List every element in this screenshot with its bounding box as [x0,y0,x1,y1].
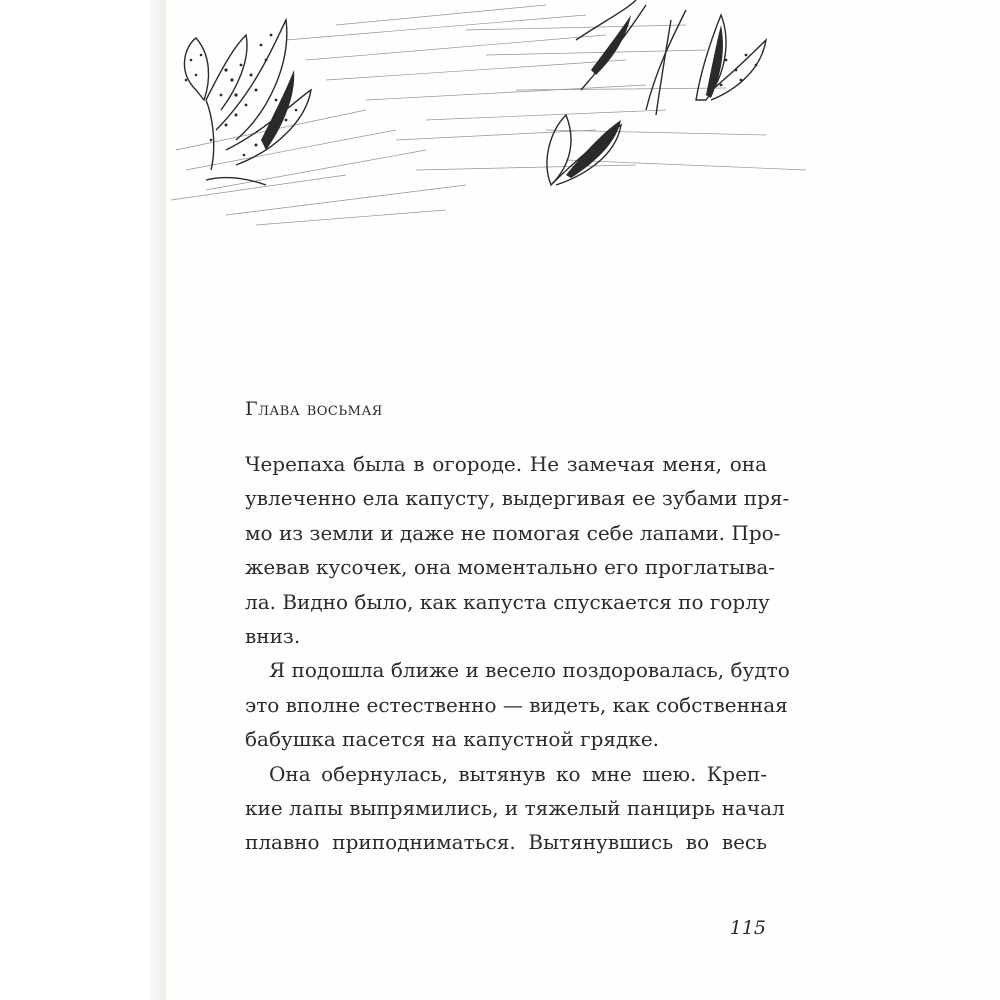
text-line: Черепаха была в огороде. Не замечая меня, она [245,452,767,476]
paragraph [245,447,790,653]
text-line: плавно приподниматься. Вытянувшись во весь [245,830,767,855]
text-line: Она обернулась, вытянув ко мне шею. Креп- [269,761,767,786]
chapter-body-text [245,447,790,860]
text-line: бабушка пасется на капустной грядке. [245,727,660,752]
text-line: ла. Видно было, как капуста спускается по горлу [245,589,770,614]
text-line: кие лапы выпрямились, и тяжелый панцирь начал [245,796,785,821]
text-line: это вполне естественно — видеть, как собственная [245,692,788,717]
paragraph [245,653,790,756]
page-number: 115 [729,917,766,939]
chapter-heading: Глава восьмая [245,398,383,420]
text-line: вниз. [245,624,301,649]
text-line: жевав кусочек, она моментально его проглатыва- [245,555,776,580]
cabbage-leaves-illustration [166,0,826,240]
text-line: увлеченно ела капусту, выдергивая ее зубами пря- [245,486,790,511]
page-binding-edge [150,0,166,1000]
text-line: мо из земли и даже не помогая себе лапами. Про- [245,520,781,545]
text-line: Я подошла ближе и весело поздоровалась, будто [269,658,790,683]
paragraph [245,757,785,860]
